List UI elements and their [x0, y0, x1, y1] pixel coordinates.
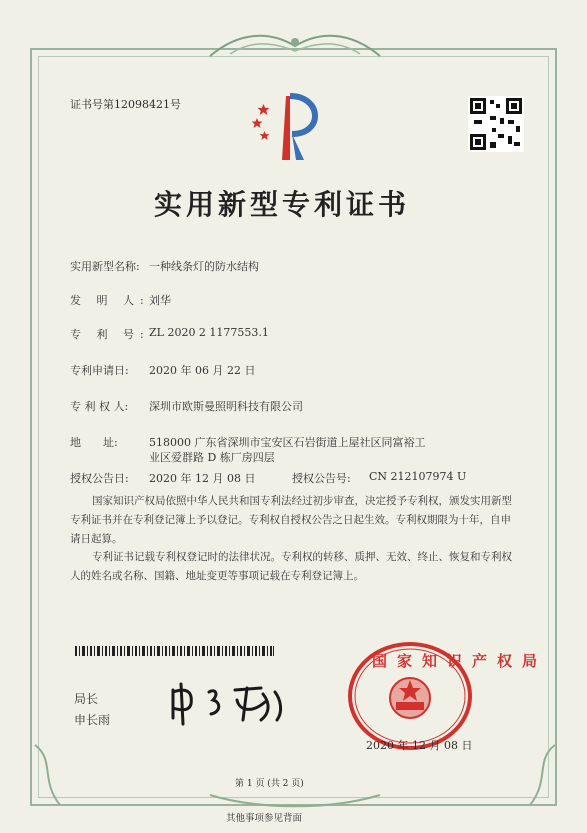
address-label: 地 址:	[70, 436, 118, 449]
patent-office-logo-icon	[252, 88, 332, 168]
address-line-1: 518000 广东省深圳市宝安区石岩街道上屋社区同富裕工	[149, 436, 426, 449]
utility-model-name-label: 实用新型名称:	[70, 260, 140, 273]
certificate-title: 实用新型专利证书	[154, 188, 411, 221]
certificate-number: 证书号第12098421号	[70, 98, 181, 111]
inventor-label: 发 明 人:	[70, 294, 150, 307]
corner-ornament-icon	[30, 740, 70, 810]
grant-date-label: 授权公告日:	[70, 472, 129, 485]
legal-status-paragraph: 专利证书记载专利权登记时的法律状况。专利权的转移、质押、无效、终止、恢复和专利权人的姓名或名称、国籍、地址变更等事项记载在专利登记簿上。	[70, 551, 512, 582]
patent-number-value: ZL 2020 2 1177553.1	[149, 326, 269, 339]
seal-date: 2020 年 12 月 08 日	[366, 739, 473, 752]
signatory-name: 申长雨	[74, 713, 111, 727]
patent-number-label: 专 利 号:	[70, 328, 150, 341]
utility-model-name-value: 一种线条灯的防水结构	[149, 260, 259, 273]
application-date-label: 专利申请日:	[70, 364, 129, 377]
qr-code-icon	[468, 96, 524, 152]
grant-date-value: 2020 年 12 月 08 日	[149, 472, 256, 485]
footer-note: 其他事项参见背面	[226, 813, 303, 824]
inventor-value: 刘华	[149, 294, 171, 307]
signatory-role: 局长	[74, 692, 99, 706]
patentee-label: 专 利 权 人:	[70, 400, 129, 413]
top-ornament-icon	[200, 26, 390, 66]
patentee-value: 深圳市欧斯曼照明科技有限公司	[149, 400, 303, 413]
corner-ornament-icon	[520, 740, 560, 810]
page-indicator: 第 1 页 (共 2 页)	[235, 779, 304, 789]
barcode-icon	[75, 646, 275, 656]
grant-number-value: CN 212107974 U	[369, 470, 467, 483]
grant-statement-paragraph: 国家知识产权局依照中华人民共和国专利法经过初步审查，决定授予专利权，颁发实用新型专利证书并在专利登记簿上予以登记。专利权自授权公告之日起生效。专利权期限为十年，自申请日起算。	[70, 495, 512, 545]
address-line-2: 业区爱群路 D 栋厂房四层	[149, 451, 275, 464]
seal-text: 国家知识产权局	[372, 652, 548, 670]
grant-number-label: 授权公告号:	[292, 472, 351, 485]
application-date-value: 2020 年 06 月 22 日	[149, 364, 256, 377]
handwritten-signature	[165, 680, 295, 726]
